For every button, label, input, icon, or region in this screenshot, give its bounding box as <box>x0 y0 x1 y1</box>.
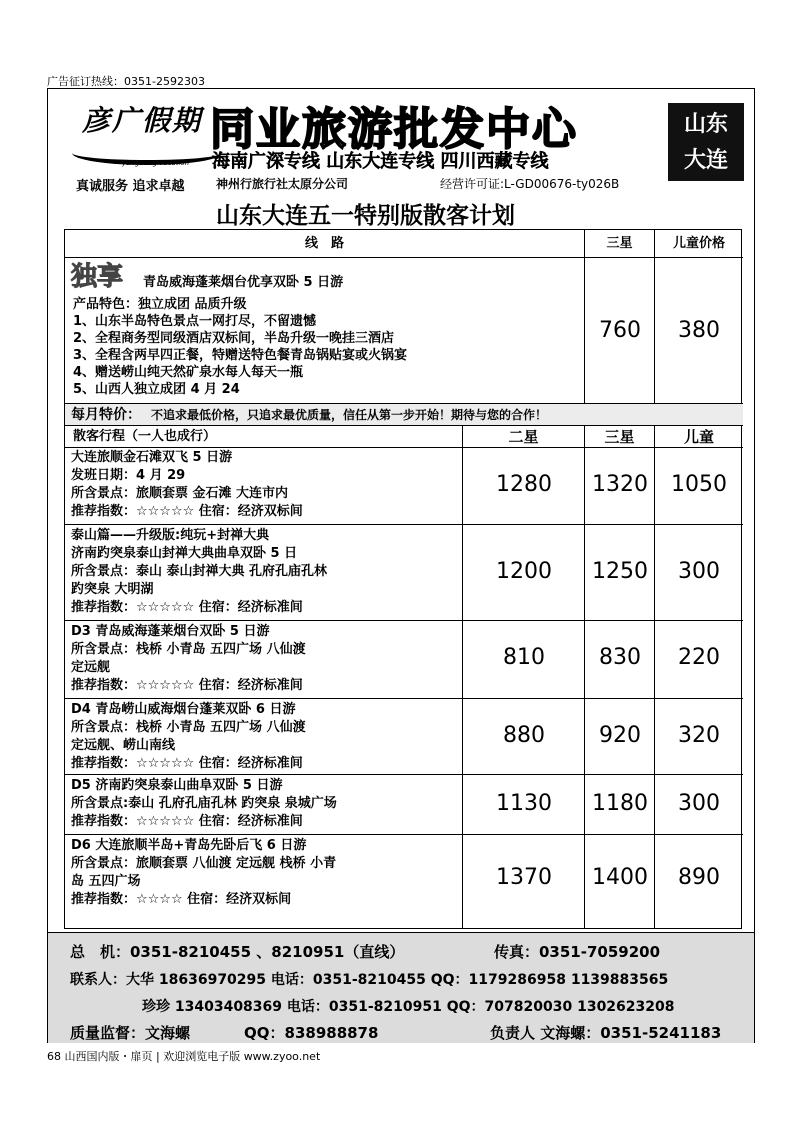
exclusive-line: 3、全程含两早四正餐，特赠送特色餐青岛锅贴宴或火锅宴 <box>73 348 408 363</box>
agency-name: 神州行旅行社太原分公司 <box>216 177 349 191</box>
two-star-cell <box>463 699 585 775</box>
tour-route-cell <box>65 699 463 775</box>
tour-line: 推荐指数：☆☆☆☆☆ 住宿：经济标准间 <box>71 678 303 693</box>
three-star-price: 1320 <box>592 472 648 497</box>
three-star-cell <box>585 621 655 699</box>
two-star-cell <box>463 835 585 928</box>
exclusive-line: 4、赠送崂山纯天然矿泉水每人每天一瓶 <box>73 365 304 380</box>
exclusive-line: 5、山西人独立成团 4 月 24 <box>73 382 240 397</box>
two-star-cell <box>463 525 585 621</box>
manager-phone: 负责人 文海螺：0351-5241183 <box>490 1024 722 1042</box>
two-star-cell <box>463 775 585 835</box>
supervisor-qq: QQ：838988878 <box>244 1024 379 1042</box>
child-cell <box>655 775 743 835</box>
tour-line: 趵突泉 大明湖 <box>71 582 154 597</box>
region-badge-line2: 大连 <box>683 148 728 173</box>
two-star-price: 880 <box>503 723 545 748</box>
tour-route-cell <box>65 835 463 928</box>
tour-line: 推荐指数：☆☆☆☆☆ 住宿：经济标准间 <box>71 814 303 829</box>
subheader-route-label: 散客行程（一人也成行） <box>73 429 217 444</box>
three-star-price: 1250 <box>592 559 648 584</box>
child-price: 320 <box>678 723 720 748</box>
tour-line: D6 大连旅顺半岛+青岛先卧后飞 6 日游 <box>71 838 307 853</box>
logo-subtext: yanguang vacation <box>122 159 190 167</box>
three-star-price: 830 <box>599 645 641 670</box>
three-star-price: 1180 <box>592 791 648 816</box>
child-cell <box>655 525 743 621</box>
tour-table <box>64 229 742 929</box>
exclusive-three-star-cell <box>585 258 655 404</box>
monthly-special-label: 每月特价： <box>71 407 141 423</box>
tour-line: 定远舰、崂山南线 <box>71 738 176 753</box>
banner-lines: 海南广深专线 山东大连专线 四川西藏专线 <box>212 151 549 172</box>
two-star-price: 1280 <box>496 472 552 497</box>
child-price: 890 <box>678 865 720 890</box>
tour-line: 发班日期：4 月 29 <box>71 468 186 483</box>
exclusive-route-cell <box>65 258 585 404</box>
two-star-price: 1370 <box>496 865 552 890</box>
header-route: 线 路 <box>65 230 585 258</box>
tour-line: 推荐指数：☆☆☆☆☆ 住宿：经济双标间 <box>71 504 303 519</box>
child-price: 1050 <box>671 472 727 497</box>
exclusive-line: 产品特色：独立成团 品质升级 <box>73 297 247 312</box>
page-footer: 68 山西国内版・扉页 | 欢迎浏览电子版 www.zyoo.net <box>47 1050 321 1063</box>
two-star-price: 810 <box>503 645 545 670</box>
tour-route-cell <box>65 448 463 525</box>
header-child: 儿童价格 <box>655 230 743 258</box>
switchboard: 总 机：0351-8210455 、8210951（直线） <box>70 943 405 961</box>
tour-line: 所含景点:泰山 孔府孔庙孔林 趵突泉 泉城广场 <box>71 796 337 811</box>
three-star-cell <box>585 448 655 525</box>
tour-line: 所含景点：栈桥 小青岛 五四广场 八仙渡 <box>71 642 306 657</box>
exclusive-line: 2、全程商务型同级酒店双标间，半岛升级一晚挂三酒店 <box>73 331 395 346</box>
contact-person-1: 联系人：大华 18636970295 电话：0351-8210455 QQ：1179286958 1139883565 <box>70 972 669 988</box>
slogan: 真诚服务 追求卓越 <box>76 179 185 194</box>
tour-line: 所含景点：旅顺套票 金石滩 大连市内 <box>71 486 289 501</box>
region-badge-line1: 山东 <box>683 112 728 137</box>
tour-route-cell <box>65 775 463 835</box>
plan-title: 山东大连五一特别版散客计划 <box>216 203 515 229</box>
tour-line: D3 青岛威海蓬莱烟台双卧 5 日游 <box>71 624 270 639</box>
child-cell <box>655 699 743 775</box>
subheader-three-star: 三星 <box>585 426 655 448</box>
exclusive-child-cell <box>655 258 743 404</box>
child-price: 300 <box>678 559 720 584</box>
tour-line: 推荐指数：☆☆☆☆ 住宿：经济双标间 <box>71 892 292 907</box>
tour-line: 推荐指数：☆☆☆☆☆ 住宿：经济标准间 <box>71 600 303 615</box>
tour-line: D5 济南趵突泉泰山曲阜双卧 5 日游 <box>71 778 283 793</box>
ad-hotline: 广告征订热线：0351-2592303 <box>47 75 205 88</box>
three-star-cell <box>585 775 655 835</box>
monthly-special-text: 不追求最低价格，只追求最优质量，信任从第一步开始！期待与您的合作！ <box>151 408 548 422</box>
fax: 传真：0351-7059200 <box>494 943 661 961</box>
tour-line: 推荐指数：☆☆☆☆☆ 住宿：经济标准间 <box>71 756 303 771</box>
tour-line: 所含景点：泰山 泰山封禅大典 孔府孔庙孔林 <box>71 564 328 579</box>
tour-line: 泰山篇——升级版:纯玩+封禅大典 <box>71 528 270 543</box>
exclusive-tag: 独享 <box>71 262 124 292</box>
brand-logo <box>72 99 227 167</box>
tour-line: 大连旅顺金石滩双飞 5 日游 <box>71 450 233 465</box>
exclusive-three-star-price: 760 <box>599 318 641 343</box>
license-number: 经营许可证:L-GD00676-ty026B <box>440 177 620 191</box>
contact-person-2: 珍珍 13403408369 电话：0351-8210951 QQ：707820030 1302623208 <box>142 999 675 1015</box>
two-star-price: 1130 <box>496 791 552 816</box>
tour-route-cell <box>65 525 463 621</box>
exclusive-child-price: 380 <box>678 318 720 343</box>
tour-line: 定远舰 <box>71 660 111 675</box>
two-star-price: 1200 <box>496 559 552 584</box>
contact-panel <box>48 932 754 1043</box>
two-star-cell <box>463 448 585 525</box>
three-star-cell <box>585 525 655 621</box>
three-star-cell <box>585 699 655 775</box>
three-star-price: 920 <box>599 723 641 748</box>
tour-route-cell <box>65 621 463 699</box>
exclusive-name: 青岛威海蓬莱烟台优享双卧 5 日游 <box>143 275 344 290</box>
subheader-child: 儿童 <box>655 426 743 448</box>
child-cell <box>655 448 743 525</box>
quality-supervisor: 质量监督：文海螺 <box>70 1024 191 1042</box>
advertisement-frame <box>47 88 755 1043</box>
subheader-route <box>65 426 463 448</box>
three-star-price: 1400 <box>592 865 648 890</box>
tour-line: 所含景点：旅顺套票 八仙渡 定远舰 栈桥 小青 <box>71 856 337 871</box>
child-cell <box>655 835 743 928</box>
child-price: 300 <box>678 791 720 816</box>
tour-line: 岛 五四广场 <box>71 874 141 889</box>
tour-line: 济南趵突泉泰山封禅大典曲阜双卧 5 日 <box>71 546 298 561</box>
three-star-cell <box>585 835 655 928</box>
tour-line: D4 青岛崂山威海烟台蓬莱双卧 6 日游 <box>71 702 296 717</box>
monthly-special-row <box>65 404 743 426</box>
child-cell <box>655 621 743 699</box>
two-star-cell <box>463 621 585 699</box>
logo-text: 彦广假期 <box>82 104 203 137</box>
tour-line: 所含景点：栈桥 小青岛 五四广场 八仙渡 <box>71 720 306 735</box>
header-three-star: 三星 <box>585 230 655 258</box>
region-badge <box>668 103 744 181</box>
subheader-two-star: 二星 <box>463 426 585 448</box>
exclusive-line: 1、山东半岛特色景点一网打尽，不留遗憾 <box>73 314 317 329</box>
banner-title: 同业旅游批发中心 <box>210 104 578 155</box>
child-price: 220 <box>678 645 720 670</box>
